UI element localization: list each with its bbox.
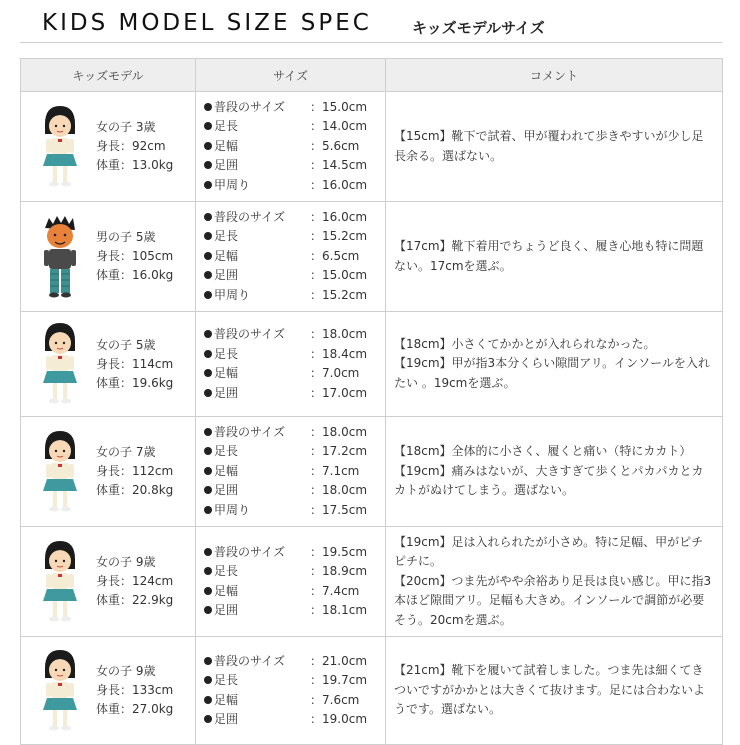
bullet-icon bbox=[204, 142, 212, 150]
size-item bbox=[204, 423, 384, 443]
table-header-row bbox=[21, 59, 723, 92]
bullet-icon bbox=[204, 447, 212, 455]
size-label: 普段のサイズ bbox=[214, 544, 286, 559]
comment-line: 【18cm】全体的に小さく、履くと痛い（特にカカト） bbox=[394, 444, 692, 459]
bullet-icon bbox=[204, 181, 212, 189]
size-value: ：18.0cm bbox=[310, 327, 368, 341]
size-value: ：18.9cm bbox=[310, 564, 368, 578]
size-label: 足囲 bbox=[214, 268, 239, 283]
model-height: 身長：112cm bbox=[96, 464, 174, 478]
bullet-icon bbox=[204, 696, 212, 704]
model-info bbox=[96, 228, 194, 285]
model-cell bbox=[21, 202, 196, 312]
girl-model-illustration bbox=[37, 321, 83, 407]
model-weight: 体重：13.0kg bbox=[96, 158, 174, 172]
size-item bbox=[204, 247, 384, 267]
size-label: 普段のサイズ bbox=[214, 327, 286, 341]
bullet-icon bbox=[204, 232, 212, 240]
size-label: 足囲 bbox=[214, 712, 239, 726]
bullet-icon bbox=[204, 676, 212, 684]
model-height: 身長：92cm bbox=[96, 139, 166, 153]
size-value: ：6.5cm bbox=[310, 248, 360, 263]
model-weight: 体重：22.9kg bbox=[96, 593, 174, 607]
size-value: ：15.0cm bbox=[310, 99, 368, 114]
comment-line: 【15cm】靴下で試着、甲が覆われて歩きやすいが少し足長余る。選ばない。 bbox=[394, 129, 704, 163]
size-label: 足長 bbox=[214, 564, 239, 578]
size-value: ：7.0cm bbox=[310, 366, 360, 380]
column-header-model: キッズモデル bbox=[21, 59, 196, 92]
size-item bbox=[204, 710, 384, 730]
model-model: 女の子 9歳 bbox=[96, 664, 156, 678]
bullet-icon bbox=[204, 606, 212, 614]
size-item bbox=[204, 562, 384, 582]
size-item bbox=[204, 137, 384, 157]
size-label: 足幅 bbox=[214, 138, 239, 153]
page-subtitle: キッズモデルサイズ bbox=[412, 19, 545, 37]
model-weight: 体重：16.0kg bbox=[96, 268, 174, 282]
size-item bbox=[204, 325, 384, 345]
bullet-icon bbox=[204, 252, 212, 260]
bullet-icon bbox=[204, 486, 212, 494]
bullet-icon bbox=[204, 657, 212, 665]
page-title: KIDS MODEL SIZE SPEC bbox=[42, 10, 372, 36]
comment-cell bbox=[386, 637, 723, 745]
size-label: 足囲 bbox=[214, 603, 239, 617]
comment-line: 【19cm】痛みはないが、大きすぎて歩くとパカパカとカカトがぬけてしまう。選ばない。 bbox=[394, 463, 704, 498]
size-value: ：16.0cm bbox=[310, 177, 368, 192]
size-item bbox=[204, 176, 384, 196]
size-item bbox=[204, 442, 384, 462]
page-header bbox=[20, 8, 722, 43]
size-cell bbox=[196, 417, 386, 527]
bullet-icon bbox=[204, 428, 212, 436]
bullet-icon bbox=[204, 548, 212, 556]
size-label: 足長 bbox=[214, 673, 239, 687]
model-weight: 体重：20.8kg bbox=[96, 483, 174, 497]
comment-line: 【19cm】甲が指3本分くらい隙間アリ。インソールを入れたい 。19cmを選ぶ。 bbox=[394, 356, 710, 390]
size-label: 足囲 bbox=[214, 385, 239, 400]
model-model: 女の子 5歳 bbox=[96, 337, 156, 352]
size-item bbox=[204, 266, 384, 286]
table-row bbox=[21, 637, 723, 745]
girl-model-illustration bbox=[37, 104, 83, 190]
bullet-icon bbox=[204, 103, 212, 111]
size-label: 甲周り bbox=[214, 287, 251, 302]
comment-line: 【18cm】小さくてかかとが入れられなかった。 bbox=[394, 336, 656, 351]
bullet-icon bbox=[204, 122, 212, 130]
size-value: ：18.0cm bbox=[310, 424, 368, 439]
size-item bbox=[204, 345, 384, 365]
size-value: ：18.1cm bbox=[310, 603, 368, 617]
size-label: 足幅 bbox=[214, 463, 239, 478]
size-item bbox=[204, 582, 384, 602]
size-value: ：19.7cm bbox=[310, 673, 368, 687]
model-cell bbox=[21, 637, 196, 745]
girl-model-illustration bbox=[37, 539, 83, 625]
model-height: 身長：133cm bbox=[96, 683, 174, 697]
size-label: 普段のサイズ bbox=[214, 99, 286, 114]
girl-model-illustration bbox=[37, 429, 83, 515]
model-cell bbox=[21, 92, 196, 202]
model-info bbox=[96, 443, 194, 500]
size-item bbox=[204, 117, 384, 137]
model-cell bbox=[21, 527, 196, 637]
model-weight: 体重：19.6kg bbox=[96, 375, 174, 390]
model-info bbox=[96, 662, 194, 719]
bullet-icon bbox=[204, 567, 212, 575]
size-cell bbox=[196, 92, 386, 202]
bullet-icon bbox=[204, 161, 212, 169]
size-item bbox=[204, 601, 384, 621]
bullet-icon bbox=[204, 506, 212, 514]
size-value: ：14.0cm bbox=[310, 119, 368, 134]
size-label: 足長 bbox=[214, 444, 239, 459]
size-label: 足囲 bbox=[214, 158, 239, 173]
size-label: 足長 bbox=[214, 229, 239, 244]
size-value: ：7.4cm bbox=[310, 583, 360, 598]
size-item bbox=[204, 462, 384, 482]
size-item bbox=[204, 364, 384, 384]
bullet-icon bbox=[204, 271, 212, 279]
column-header-size: サイズ bbox=[196, 59, 386, 92]
model-cell bbox=[21, 312, 196, 417]
size-label: 足幅 bbox=[214, 366, 239, 380]
size-value: ：7.6cm bbox=[310, 692, 360, 707]
model-weight: 体重：27.0kg bbox=[96, 702, 174, 716]
model-cell bbox=[21, 417, 196, 527]
model-info bbox=[96, 336, 194, 393]
size-label: 足幅 bbox=[214, 583, 239, 598]
bullet-icon bbox=[204, 587, 212, 595]
model-model: 男の子 5歳 bbox=[96, 230, 156, 244]
size-cell bbox=[196, 312, 386, 417]
size-label: 甲周り bbox=[214, 177, 251, 192]
boy-model-illustration bbox=[37, 214, 83, 300]
table-row bbox=[21, 202, 723, 312]
size-value: ：17.2cm bbox=[310, 444, 368, 459]
bullet-icon bbox=[204, 291, 212, 299]
size-value: ：21.0cm bbox=[310, 653, 368, 668]
comment-line: 【20cm】つま先がやや余裕あり足長は良い感じ。甲に指3本ほど隙間アリ。足幅も大きめ。インソールで調節が必要そう。20cmを選ぶ。 bbox=[394, 573, 712, 627]
size-label: 足長 bbox=[214, 119, 239, 134]
size-item bbox=[204, 691, 384, 711]
table-row bbox=[21, 417, 723, 527]
size-value: ：19.5cm bbox=[310, 544, 368, 559]
comment-line: 【21cm】靴下を履いて試着しました。つま先は細くてきついですがかかとは大きくて抜けます。足には合わないようです。選ばない。 bbox=[394, 663, 706, 717]
size-label: 普段のサイズ bbox=[214, 653, 286, 668]
size-label: 甲周り bbox=[214, 502, 251, 517]
model-model: 女の子 9歳 bbox=[96, 555, 156, 569]
size-value: ：5.6cm bbox=[310, 138, 360, 153]
bullet-icon bbox=[204, 330, 212, 338]
table-row bbox=[21, 312, 723, 417]
comment-cell bbox=[386, 312, 723, 417]
model-model: 女の子 3歳 bbox=[96, 120, 156, 134]
bullet-icon bbox=[204, 467, 212, 475]
model-model: 女の子 7歳 bbox=[96, 445, 156, 459]
model-info bbox=[96, 553, 194, 610]
size-item bbox=[204, 671, 384, 691]
model-height: 身長：105cm bbox=[96, 249, 174, 263]
size-label: 足長 bbox=[214, 346, 239, 361]
size-item bbox=[204, 384, 384, 404]
size-value: ：15.2cm bbox=[310, 229, 368, 244]
size-value: ：18.4cm bbox=[310, 346, 368, 361]
size-value: ：14.5cm bbox=[310, 158, 368, 173]
size-spec-table bbox=[20, 58, 723, 745]
comment-line: 【17cm】靴下着用でちょうど良く、履き心地も特に問題ない。17cmを選ぶ。 bbox=[394, 239, 704, 273]
size-value: ：17.5cm bbox=[310, 502, 368, 517]
comment-cell bbox=[386, 527, 723, 637]
size-value: ：15.0cm bbox=[310, 268, 368, 283]
size-label: 足幅 bbox=[214, 248, 239, 263]
size-item bbox=[204, 501, 384, 521]
size-label: 足囲 bbox=[214, 483, 239, 498]
column-header-comment: コメント bbox=[386, 59, 723, 92]
size-label: 足幅 bbox=[214, 692, 239, 707]
size-cell bbox=[196, 527, 386, 637]
bullet-icon bbox=[204, 213, 212, 221]
size-item bbox=[204, 543, 384, 563]
size-item bbox=[204, 156, 384, 176]
size-item bbox=[204, 481, 384, 501]
bullet-icon bbox=[204, 389, 212, 397]
size-item bbox=[204, 98, 384, 118]
size-item bbox=[204, 227, 384, 247]
comment-line: 【19cm】足は入れられたが小さめ。特に足幅、甲がピチピチに。 bbox=[394, 534, 704, 569]
model-height: 身長：114cm bbox=[96, 356, 174, 371]
comment-cell bbox=[386, 202, 723, 312]
size-value: ：17.0cm bbox=[310, 385, 368, 400]
model-info bbox=[96, 118, 194, 175]
bullet-icon bbox=[204, 369, 212, 377]
size-value: ：19.0cm bbox=[310, 712, 368, 726]
table-row bbox=[21, 92, 723, 202]
bullet-icon bbox=[204, 350, 212, 358]
size-cell bbox=[196, 637, 386, 745]
size-item bbox=[204, 286, 384, 306]
size-label: 普段のサイズ bbox=[214, 209, 286, 224]
table-row bbox=[21, 527, 723, 637]
comment-cell bbox=[386, 417, 723, 527]
size-item bbox=[204, 208, 384, 228]
size-value: ：7.1cm bbox=[310, 463, 360, 478]
girl-model-illustration bbox=[37, 648, 83, 734]
size-item bbox=[204, 652, 384, 672]
size-value: ：18.0cm bbox=[310, 483, 368, 498]
bullet-icon bbox=[204, 715, 212, 723]
size-value: ：15.2cm bbox=[310, 287, 368, 302]
size-value: ：16.0cm bbox=[310, 209, 368, 224]
comment-cell bbox=[386, 92, 723, 202]
model-height: 身長：124cm bbox=[96, 574, 174, 588]
size-label: 普段のサイズ bbox=[214, 424, 286, 439]
size-cell bbox=[196, 202, 386, 312]
